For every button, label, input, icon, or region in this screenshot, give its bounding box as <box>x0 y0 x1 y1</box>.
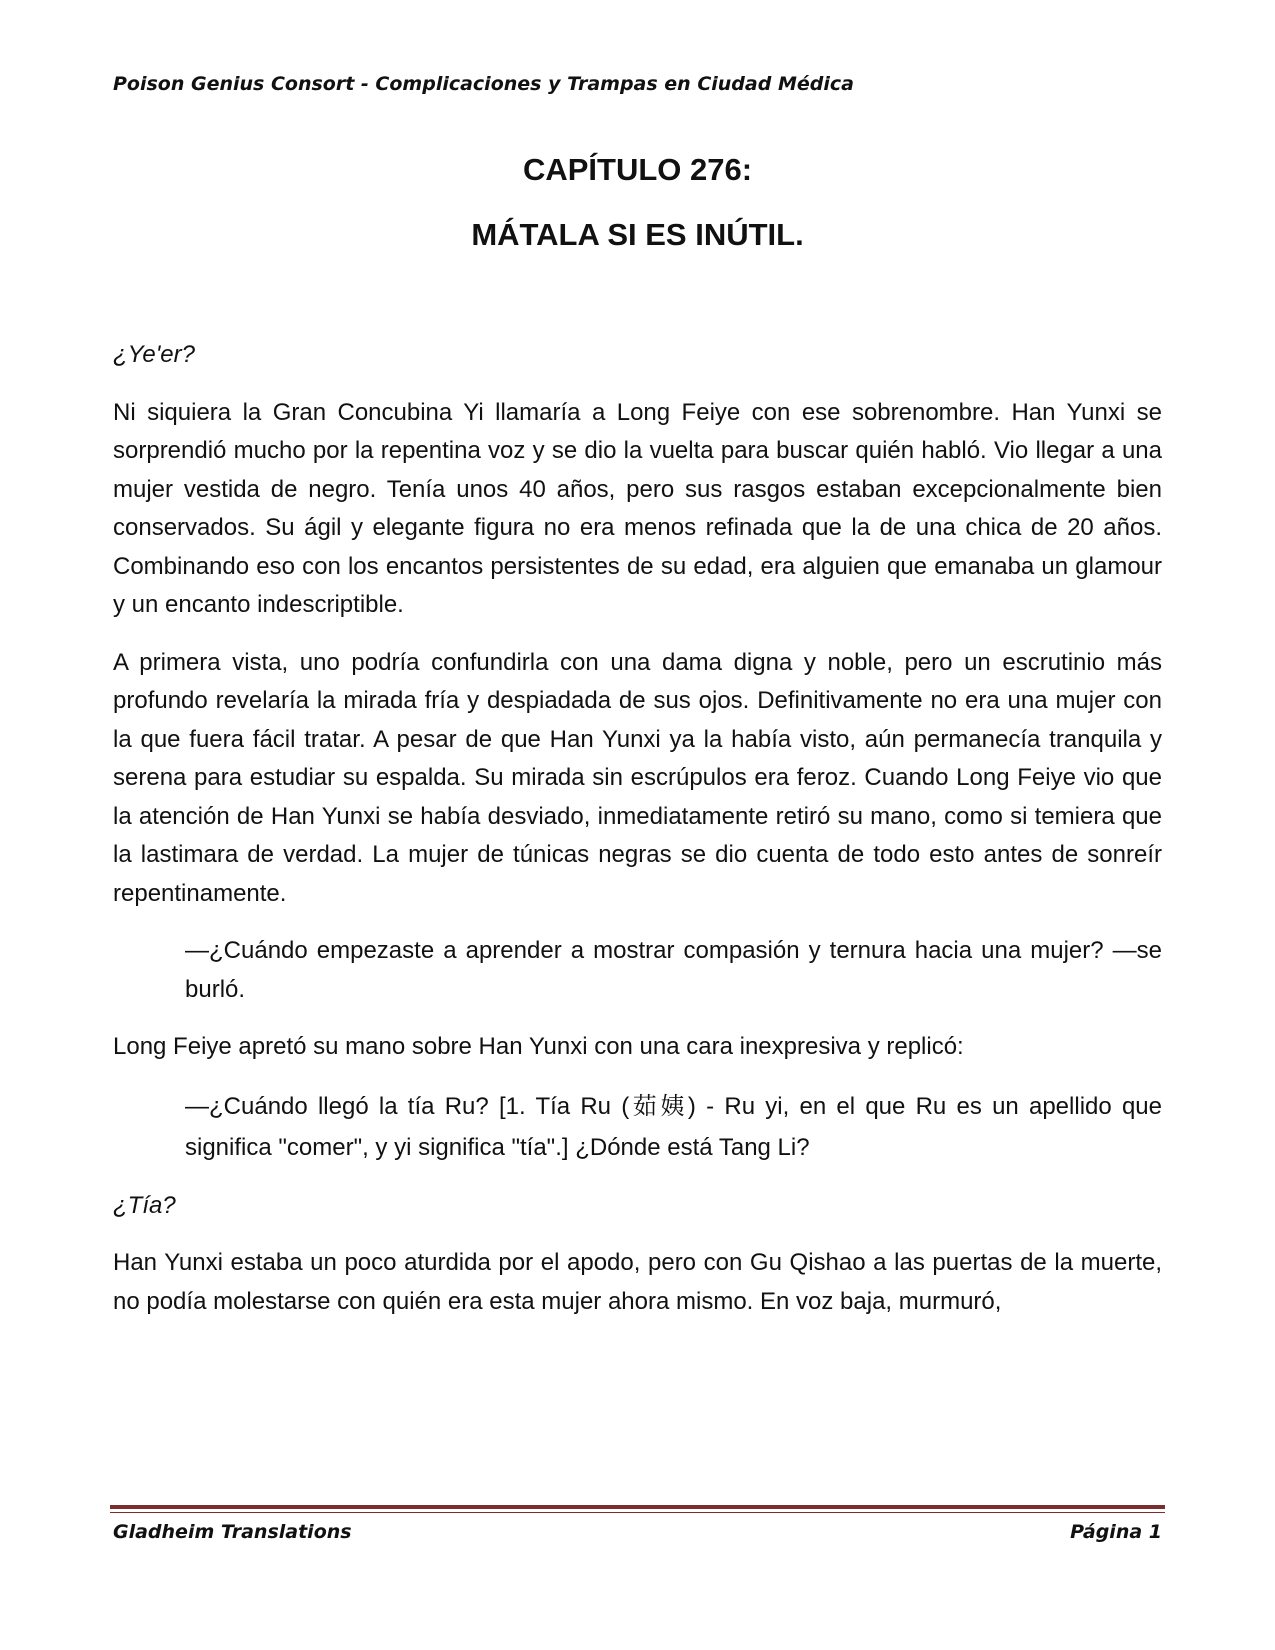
footer-translator: Gladheim Translations <box>113 1521 352 1543</box>
paragraph: ¿Ye'er? <box>113 341 195 368</box>
paragraph: Ni siquiera la Gran Concubina Yi llamaría a Long Feiye con ese sobrenombre. Han Yunxi se sorprendió mucho por la repentina voz y se dio la vuelta para buscar quién habló. Vio llegar a una mujer vestida de negro. Tenía unos 40 años, pero sus rasgos estaban excepcionalmente bien conservados. Su ágil y elegante figura no era menos refinada que la de una chica de 20 años. Combinando eso con los encantos persistentes de su edad, era alguien que emanaba un glamour y un encanto indescriptible. <box>113 398 1162 618</box>
footer-divider <box>110 1505 1165 1509</box>
paragraph: Long Feiye apretó su mano sobre Han Yunxi con una cara inexpresiva y replicó: <box>113 1033 964 1060</box>
footer-page-number: Página 1 <box>1070 1521 1162 1543</box>
chapter-title: MÁTALA SI ES INÚTIL. <box>471 217 804 252</box>
running-header: Poison Genius Consort - Complicaciones y Trampas en Ciudad Médica <box>113 73 854 95</box>
paragraph: A primera vista, uno podría confundirla con una dama digna y noble, pero un escrutinio más profundo revelaría la mirada fría y despiadada de sus ojos. Definitivamente no era una mujer con la que fuera fácil tratar. A pesar de que Han Yunxi ya la había visto, aún permanecía tranquila y serena para estudiar su espalda. Su mirada sin escrúpulos era feroz. Cuando Long Feiye vio que la atención de Han Yunxi se había desviado, inmediatamente retiró su mano, como si temiera que la lastimara de verdad. La mujer de túnicas negras se dio cuenta de todo esto antes de sonreír repentinamente. <box>113 648 1162 907</box>
paragraph: ¿Tía? <box>113 1191 176 1219</box>
footer-divider-thin <box>110 1512 1165 1513</box>
dialogue-paragraph: —¿Cuándo empezaste a aprender a mostrar compasión y ternura hacia una mujer? —se burló. <box>185 937 1162 1003</box>
chapter-number: CAPÍTULO 276: <box>522 152 753 187</box>
paragraph: Han Yunxi estaba un poco aturdida por el apodo, pero con Gu Qishao a las puertas de la muerte, no podía molestarse con quién era esta mujer ahora mismo. En voz baja, murmuró, <box>113 1249 1162 1315</box>
dialogue-paragraph: —¿Cuándo llegó la tía Ru? [1. Tía Ru (茹姨) - Ru yi, en el que Ru es un apellido que significa "comer", y yi significa "tía".] ¿Dónde está Tang Li? <box>185 1092 1162 1161</box>
chapter-body <box>113 336 1162 1340</box>
